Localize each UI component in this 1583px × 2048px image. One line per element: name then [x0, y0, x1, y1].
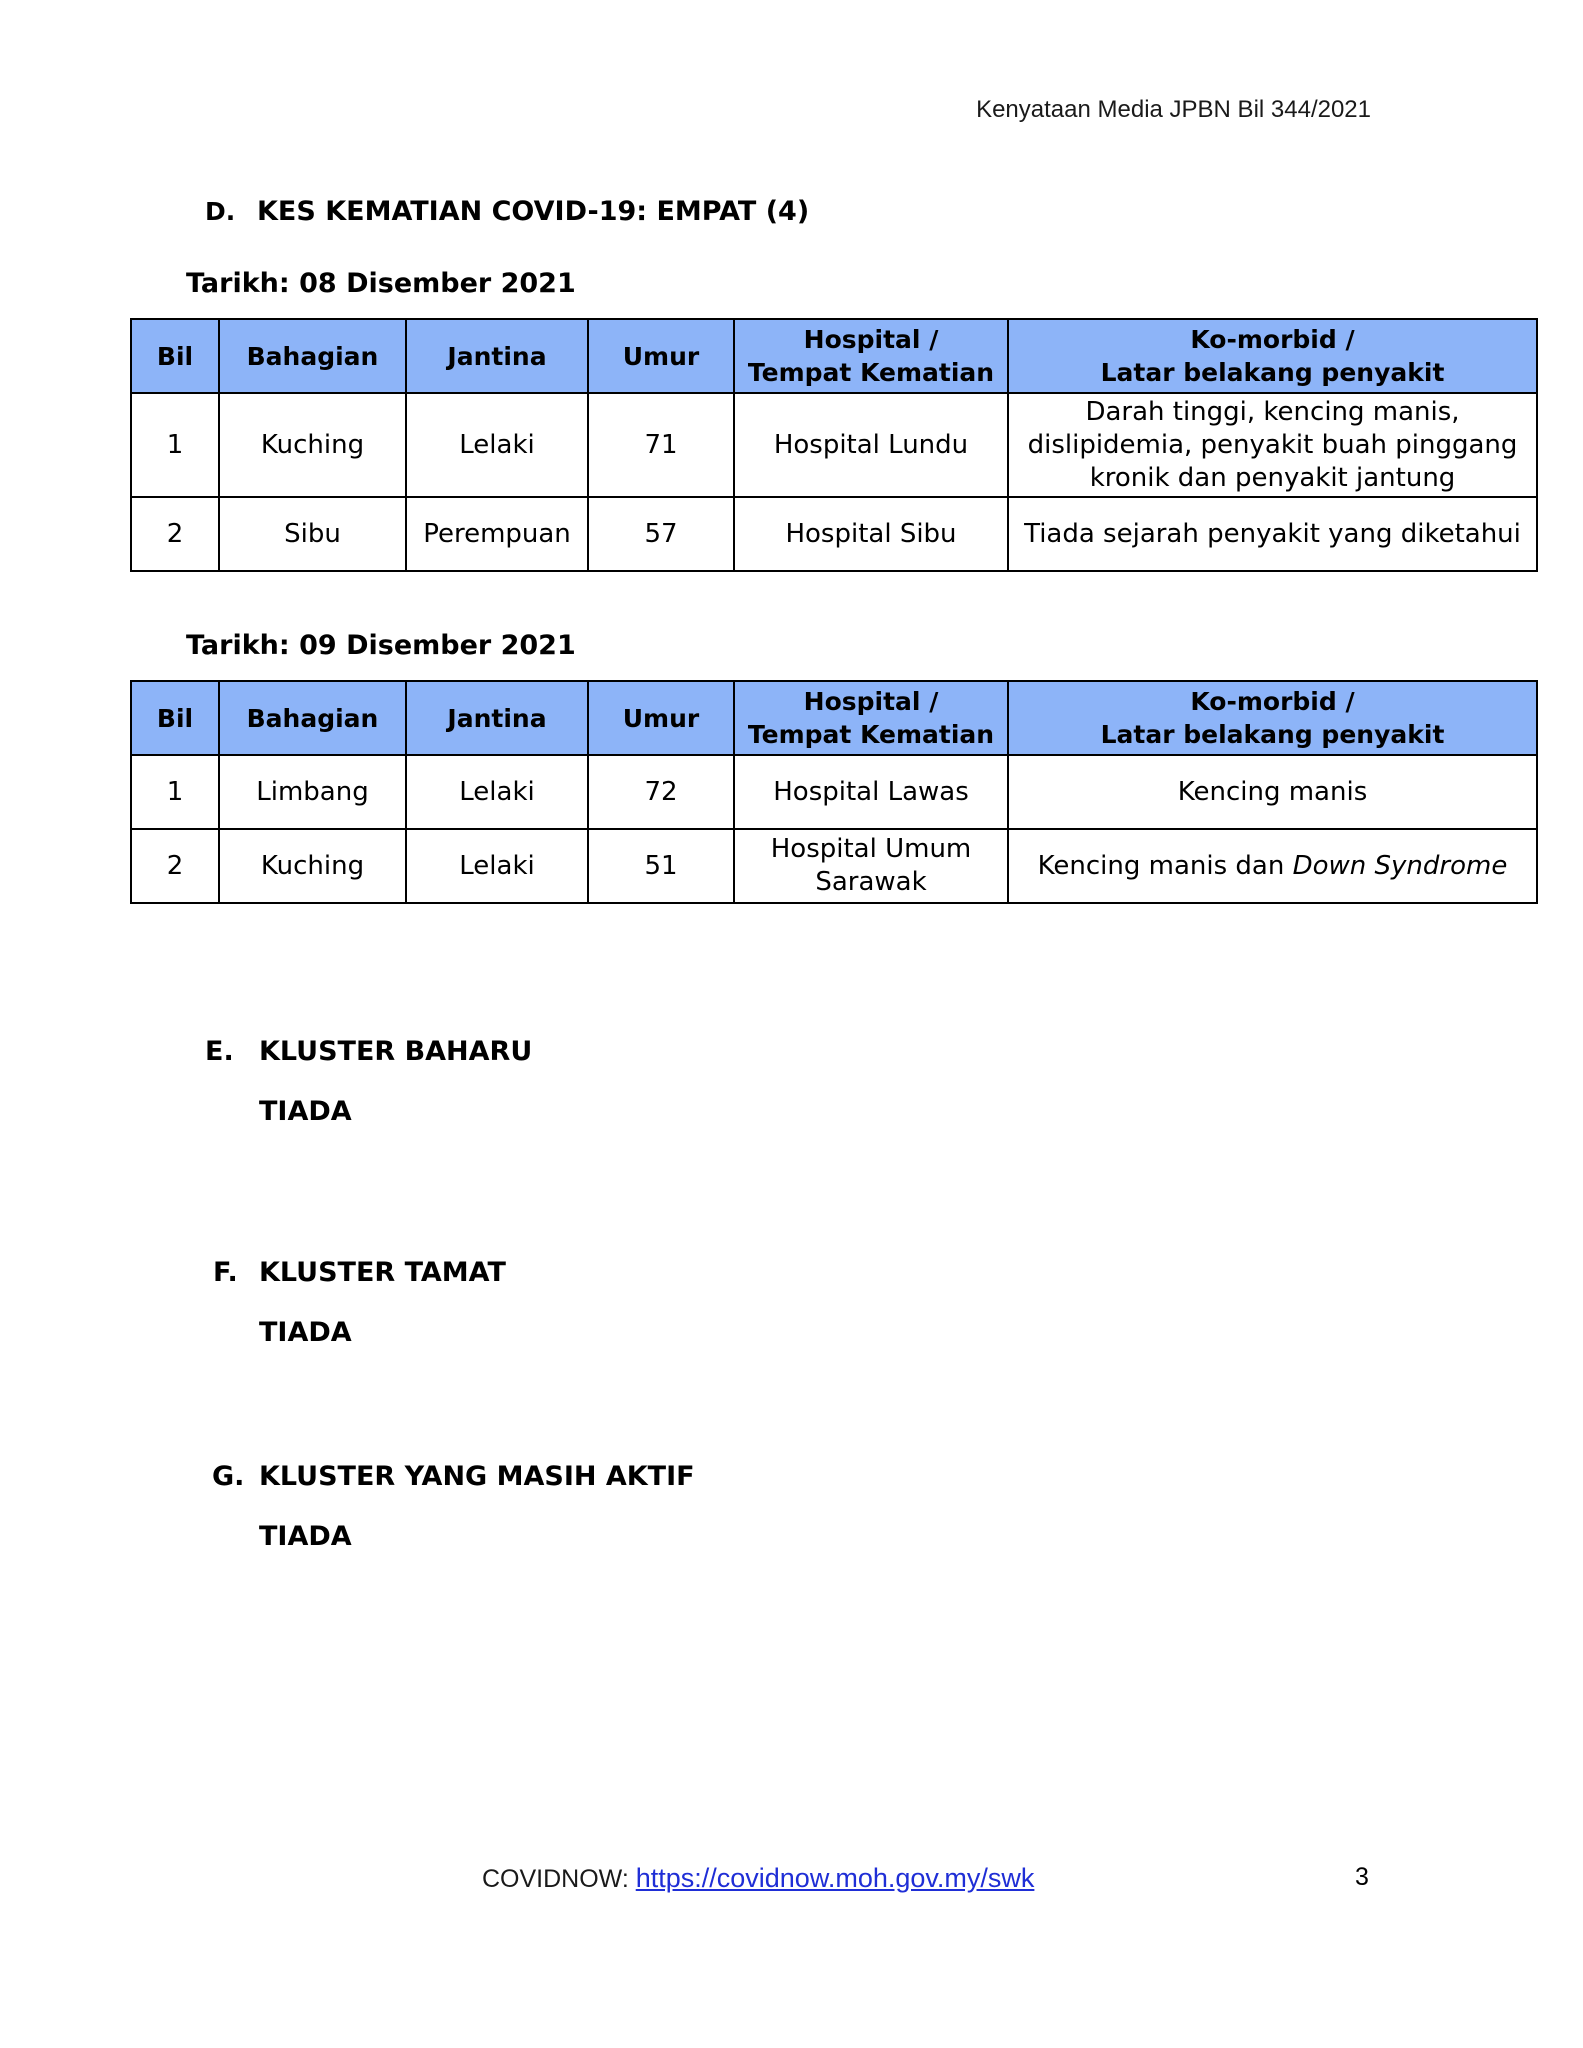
- cell-jantina: Lelaki: [406, 755, 588, 829]
- cell-bil: 2: [131, 829, 219, 903]
- section-g-title: KLUSTER YANG MASIH AKTIF: [259, 1461, 695, 1492]
- komorbid-line: dislipidemia, penyakit buah pinggang: [1027, 429, 1518, 460]
- section-e-letter: E.: [205, 1036, 234, 1067]
- col-komorbid: [1008, 681, 1537, 755]
- section-d-letter: D.: [205, 197, 236, 226]
- table1-date-label: Tarikh: 08 Disember 2021: [186, 268, 576, 299]
- col-komorbid-line1: Ko-morbid /: [1190, 325, 1355, 354]
- document-reference: Kenyataan Media JPBN Bil 344/2021: [976, 96, 1371, 123]
- col-hospital: [734, 681, 1008, 755]
- cell-bahagian: Sibu: [219, 497, 406, 571]
- cell-jantina: Lelaki: [406, 829, 588, 903]
- cell-umur: 72: [588, 755, 734, 829]
- komorbid-line: kronik dan penyakit jantung: [1089, 462, 1456, 493]
- section-e-heading: [205, 1036, 532, 1067]
- deaths-table-08-dec: [130, 318, 1538, 572]
- cell-umur: 57: [588, 497, 734, 571]
- col-hospital-line1: Hospital /: [803, 325, 939, 354]
- col-komorbid-line1: Ko-morbid /: [1190, 687, 1355, 716]
- col-umur: Umur: [588, 681, 734, 755]
- cell-umur: 71: [588, 393, 734, 497]
- section-g-value: TIADA: [259, 1521, 352, 1552]
- col-hospital: [734, 319, 1008, 393]
- col-jantina: Jantina: [406, 319, 588, 393]
- komorbid-line: Darah tinggi, kencing manis,: [1085, 396, 1460, 427]
- page-number: 3: [1355, 1863, 1369, 1891]
- hospital-line: Sarawak: [815, 867, 927, 897]
- col-bil: Bil: [131, 681, 219, 755]
- col-komorbid: [1008, 319, 1537, 393]
- section-f-heading: [213, 1257, 506, 1288]
- komorbid-italic: Down Syndrome: [1292, 850, 1508, 881]
- cell-hospital: Hospital Lawas: [734, 755, 1008, 829]
- section-g-heading: [212, 1461, 695, 1492]
- cell-umur: 51: [588, 829, 734, 903]
- cell-bil: 1: [131, 393, 219, 497]
- section-d-title: KES KEMATIAN COVID-19: EMPAT (4): [257, 196, 810, 227]
- covidnow-link[interactable]: https://covidnow.moh.gov.my/swk: [635, 1863, 1035, 1893]
- section-g-letter: G.: [212, 1461, 245, 1492]
- col-komorbid-line2: Latar belakang penyakit: [1100, 720, 1445, 749]
- hospital-line: Hospital Umum: [770, 834, 972, 864]
- col-jantina: Jantina: [406, 681, 588, 755]
- cell-komorbid: Kencing manis: [1008, 755, 1537, 829]
- table-row: [131, 393, 1537, 497]
- col-bahagian: Bahagian: [219, 319, 406, 393]
- col-bil: Bil: [131, 319, 219, 393]
- section-d-heading: [205, 196, 809, 227]
- section-e-value: TIADA: [259, 1096, 352, 1127]
- table-header-row: [131, 319, 1537, 393]
- col-hospital-line2: Tempat Kematian: [747, 358, 995, 387]
- col-komorbid-line2: Latar belakang penyakit: [1100, 358, 1445, 387]
- deaths-table-09-dec: [130, 680, 1538, 904]
- table-row: [131, 755, 1537, 829]
- section-f-value: TIADA: [259, 1317, 352, 1348]
- table2-date-label: Tarikh: 09 Disember 2021: [186, 630, 576, 661]
- col-umur: Umur: [588, 319, 734, 393]
- cell-komorbid: Tiada sejarah penyakit yang diketahui: [1008, 497, 1537, 571]
- section-f-letter: F.: [213, 1257, 238, 1288]
- cell-bil: 1: [131, 755, 219, 829]
- section-f-title: KLUSTER TAMAT: [259, 1257, 506, 1288]
- cell-jantina: Lelaki: [406, 393, 588, 497]
- table-row: [131, 497, 1537, 571]
- cell-hospital: Hospital Sibu: [734, 497, 1008, 571]
- table-header-row: [131, 681, 1537, 755]
- cell-komorbid: [1008, 393, 1537, 497]
- cell-bahagian: Kuching: [219, 829, 406, 903]
- cell-komorbid: [1008, 829, 1537, 903]
- section-e-title: KLUSTER BAHARU: [259, 1036, 533, 1067]
- table-row: [131, 829, 1537, 903]
- cell-bahagian: Kuching: [219, 393, 406, 497]
- col-hospital-line2: Tempat Kematian: [747, 720, 995, 749]
- cell-bil: 2: [131, 497, 219, 571]
- komorbid-plain: Kencing manis dan: [1037, 850, 1293, 881]
- footer-label: COVIDNOW:: [482, 1865, 636, 1893]
- footer: [482, 1863, 1034, 1894]
- col-bahagian: Bahagian: [219, 681, 406, 755]
- cell-hospital: [734, 829, 1008, 903]
- cell-bahagian: Limbang: [219, 755, 406, 829]
- cell-jantina: Perempuan: [406, 497, 588, 571]
- col-hospital-line1: Hospital /: [803, 687, 939, 716]
- cell-hospital: Hospital Lundu: [734, 393, 1008, 497]
